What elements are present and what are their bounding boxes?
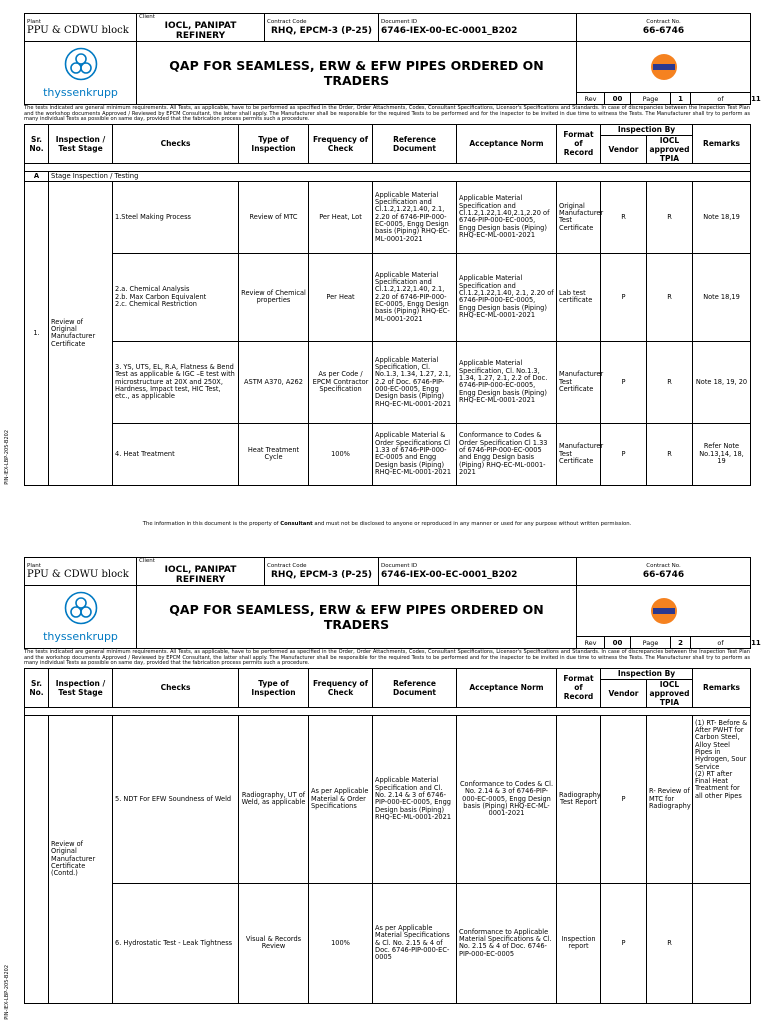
plant-cell: Plant PPU & CDWU block <box>25 14 137 42</box>
header-table: Plant PPU & CDWU block Client IOCL, PANIPAT REFINERY Contract Code RHQ, EPCM-3 (P-25) Document ID 6746-IEX-00-EC-0001_B202 Contract No. 66-6746 thyssenkrupp QAP FOR SEAMLESS, ERW & EFW PIPES ORDERED ON TRADERS Rev 00 Page 2 of 11 <box>24 557 751 649</box>
qap-page-2 <box>24 557 761 1004</box>
section-title: Stage Inspection / Testing <box>49 171 751 181</box>
disclaimer-text: The tests indicated are general minimum requirements. All Tests, as applicable, have to be performed as specified in the Order, Order Attachments, Codes, Consultant Specifications, Licensor's Specifications and Standards. In case of discrepancies between the Inspection Test Plan and the workshop documents Approved / Reviewed by EPCM Consultant, the latter shall apply. The Manufacturer shall be responsible for the required Tests to be performed and for the inspector to be invited in due time to witness the Tests. The Manufacturer shall try to perform as many individual Tests as possible on same day, provided that the fabrication process permits such a procedure. <box>24 649 750 667</box>
indianoil-logo-icon <box>651 54 677 80</box>
thyssenkrupp-emblem-icon <box>64 591 98 625</box>
document-id-cell: Document ID 6746-IEX-00-EC-0001_B202 <box>379 14 577 42</box>
document-title: QAP FOR SEAMLESS, ERW & EFW PIPES ORDERED ON TRADERS <box>137 42 577 105</box>
client-logo <box>577 42 751 93</box>
document-id-cell: Document ID 6746-IEX-00-EC-0001_B202 <box>379 558 577 586</box>
client-cell: Client IOCL, PANIPAT REFINERY <box>137 14 265 42</box>
indianoil-logo-icon <box>651 598 677 624</box>
confidentiality-footer: The information in this document is the property of Consultant and must not be disclosed to anyone or reproduced in any manner or used for any purpose without written permission. <box>142 521 632 527</box>
table-row: 1. Review of Original Manufacturer Certificate 1.Steel Making Process Review of MTC Per Heat, Lot Applicable Material Specification and Cl.1.2,1.22,1.40, 2.1, 2.20 of 6746-PIP-000-EC-0005, Engg Design basis (Piping) RHQ-EC-ML-0001-2021 Applicable Material Specification and Cl.1.2,1.22,1.40,2.1,2.20 of 6746-PIP-000-EC-0005, Engg Design basis (Piping) RHQ-EC-ML-0001-2021 Original Manufacturer Test Certificate R R Note 18,19 <box>25 181 751 253</box>
plant-cell: Plant PPU & CDWU block <box>25 558 137 586</box>
thyssenkrupp-logo: thyssenkrupp <box>25 42 137 105</box>
table-row: 4. Heat Treatment Heat Treatment Cycle 100% Applicable Material & Order Specifications Cl 1.33 of 6746-PIP-000-EC-0005 and Engg Design basis (Piping) RHQ-EC-ML-0001-2021 Conformance to Codes & Order Specification Cl 1.33 of 6746-PIP-000-EC-0005 and Engg Design basis (Piping) RHQ-EC-ML-0001-2021 Manufacturer Test Certificate P R Refer Note No.13,14, 18, 19 <box>25 423 751 485</box>
table-row: 2.a. Chemical Analysis 2.b. Max Carbon Equivalent 2.c. Chemical Restriction Review of Chemical properties Per Heat Applicable Material Specification and Cl.1.2,1.22,1.40, 2.1, 2.20 of 6746-PIP-000-EC-0005, Engg Design basis (Piping) RHQ-EC-ML-0001-2021 Applicable Material Specification and Cl.1.2,1.22,1.40, 2.1, 2.20 of 6746-PIP-000-EC-0005, Engg Design basis (Piping) RHQ-EC-ML-0001-2021 Lab test certificate P R Note 18,19 <box>25 253 751 341</box>
table-row: Review of Original Manufacturer Certificate (Contd.) 5. NDT For EFW Soundness of Weld Radiography, UT of Weld, as applicable As per Applicable Material & Order Specifications Applicable Material Specification and Cl. No. 2.14 & 3 of 6746-PIP-000-EC-0005, Engg Design basis (Piping) RHQ-EC-ML-0001-2021 Conformance to Codes & Cl. No. 2.14 & 3 of 6746-PIP-000-EC-0005, Engg Design basis (Piping) RHQ-EC-ML-0001-2021 Radiography Test Report P R- Review of MTC for Radiography (1) RT- Before & After PWHT for Carbon Steel, Alloy Steel Pipes in Hydrogen, Sour Service (2) RT after Final Heat Treatment for all other Pipes <box>25 715 751 883</box>
section-letter: A <box>25 171 49 181</box>
qap-page-1 <box>24 13 761 486</box>
side-document-code: PIN-IEX-LBP-205-B202 <box>4 430 10 485</box>
thyssenkrupp-logo: thyssenkrupp <box>25 586 137 649</box>
table-row: 3. YS, UTS, EL, R.A, Flatness & Bend Test as applicable & IGC –E test with microstructure at 20X and 250X, Hardness, Impact test, HIC Test, etc., as applicable ASTM A370, A262 As per Code / EPCM Contractor Specification Applicable Material Specification, Cl. No.1.3, 1.34, 1.27, 2.1, 2.2 of Doc. 6746-PIP-000-EC-0005, Engg Design basis (Piping) RHQ-EC-ML-0001-2021 Applicable Material Specification, Cl. No.1.3, 1.34, 1.27, 2.1, 2.2 of Doc. 6746-PIP-000-EC-0005, Engg Design basis (Piping) RHQ-EC-ML-0001-2021 Manufacturer Test Certificate P R Note 18, 19, 20 <box>25 341 751 423</box>
document-title: QAP FOR SEAMLESS, ERW & EFW PIPES ORDERED ON TRADERS <box>137 586 577 649</box>
client-cell: Client IOCL, PANIPAT REFINERY <box>137 558 265 586</box>
contract-no-cell: Contract No. 66-6746 <box>577 14 751 42</box>
header-table: Plant PPU & CDWU block Client IOCL, PANIPAT REFINERY Contract Code RHQ, EPCM-3 (P-25) Document ID 6746-IEX-00-EC-0001_B202 Contract No. 66-6746 thyssenkrupp QAP FOR SEAMLESS, ERW & EFW PIPES ORDERED ON TRADERS Rev 00 Page 1 of 11 <box>24 13 751 105</box>
side-document-code: PIN-IEX-LBP-205-B202 <box>4 965 10 1020</box>
qap-table-page-1: Sr. No. Inspection / Test Stage Checks Type of Inspection Frequency of Check Reference Document Acceptance Norm Format of Record Inspection By Remarks Vendor IOCL approved TPIA A Stage Inspection / Testing 1. Review of Original Manufacturer Certificate 1.Steel Making Process Review of MTC Per Heat, Lot Applicable Material Specification and Cl.1.2,1.22,1.40, 2.1, 2.20 of 6746-PIP-000-EC-0005, Engg Design basis (Piping) RHQ-EC-ML-0001-2021 Applicable Material Specification and Cl.1.2,1.22,1.40,2.1,2.20 of 6746-PIP-000-EC-0005, Engg Design basis (Piping) RHQ-EC-ML-0001-2021 Original Manufacturer Test Certificate R R Note 18,19 2.a. Chemical Analysis 2.b. Max Carbon Equivalent 2.c. Chemical Restriction Review of Chemical properties Per Heat Applicable Material Specification and Cl.1.2,1.22,1.40, 2.1, 2.20 of 6746-PIP-000-EC-0005, Engg Design basis (Piping) RHQ-EC-ML-0001-2021 Applicable Material Specification and Cl.1.2,1.22,1.40, 2.1, 2.20 of 6746-PIP-000-EC-0005, Engg Design basis (Piping) RHQ-EC-ML-0001-2021 Lab test certificate P R Note 18,19 3. YS, UTS, EL, R.A, Flatness & Bend Test as applicable & IGC –E test with microstructure at 20X and 250X, Hardness, Impact test, HIC Test, etc., as applicable ASTM A370, A262 As per Code / EPCM Contractor Specification Applicable Material Specification, Cl. No.1.3, 1.34, 1.27, 2.1, 2.2 of Doc. 6746-PIP-000-EC-0005, Engg Design basis (Piping) RHQ-EC-ML-0001-2021 Applicable Material Specification, Cl. No.1.3, 1.34, 1.27, 2.1, 2.2 of Doc. 6746-PIP-000-EC-0005, Engg Design basis (Piping) RHQ-EC-ML-0001-2021 Manufacturer Test Certificate P R Note 18, 19, 20 4. Heat Treatment Heat Treatment Cycle 100% Applicable Material & Order Specifications Cl 1.33 of 6746-PIP-000-EC-0005 and Engg Design basis (Piping) RHQ-EC-ML-0001-2021 Conformance to Codes & Order Specification Cl 1.33 of 6746-PIP-000-EC-0005 and Engg Design basis (Piping) RHQ-EC-ML-0001-2021 Manufacturer Test Certificate P R Refer Note No.13,14, 18, 19 <box>24 124 751 486</box>
client-logo <box>577 586 751 637</box>
thyssenkrupp-emblem-icon <box>64 47 98 81</box>
qap-table-page-2: Sr. No. Inspection / Test Stage Checks Type of Inspection Frequency of Check Reference Document Acceptance Norm Format of Record Inspection By Remarks Vendor IOCL approved TPIA Review of Original Manufacturer Certificate (Contd.) 5. NDT For EFW Soundness of Weld Radiography, UT of Weld, as applicable As per Applicable Material & Order Specifications Applicable Material Specification and Cl. No. 2.14 & 3 of 6746-PIP-000-EC-0005, Engg Design basis (Piping) RHQ-EC-ML-0001-2021 Conformance to Codes & Cl. No. 2.14 & 3 of 6746-PIP-000-EC-0005, Engg Design basis (Piping) RHQ-EC-ML-0001-2021 Radiography Test Report P R- Review of MTC for Radiography (1) RT- Before & After PWHT for Carbon Steel, Alloy Steel Pipes in Hydrogen, Sour Service (2) RT after Final Heat Treatment for all other Pipes 6. Hydrostatic Test - Leak Tightness Visual & Records Review 100% As per Applicable Material Specifications & Cl. No. 2.15 & 4 of Doc. 6746-PIP-000-EC-0005 Conformance to Applicable Material Specifications & Cl. No. 2.15 & 4 of Doc. 6746-PIP-000-EC-0005 Inspection report P R <box>24 668 751 1004</box>
contract-code-cell: Contract Code RHQ, EPCM-3 (P-25) <box>265 14 379 42</box>
contract-code-cell: Contract Code RHQ, EPCM-3 (P-25) <box>265 558 379 586</box>
table-row: 6. Hydrostatic Test - Leak Tightness Visual & Records Review 100% As per Applicable Material Specifications & Cl. No. 2.15 & 4 of Doc. 6746-PIP-000-EC-0005 Conformance to Applicable Material Specifications & Cl. No. 2.15 & 4 of Doc. 6746-PIP-000-EC-0005 Inspection report P R <box>25 883 751 1003</box>
disclaimer-text: The tests indicated are general minimum requirements. All Tests, as applicable, have to be performed as specified in the Order, Order Attachments, Codes, Consultant Specifications, Licensor's Specifications and Standards. In case of discrepancies between the Inspection Test Plan and the workshop documents Approved / Reviewed by EPCM Consultant, the latter shall apply. The Manufacturer shall be responsible for the required Tests to be performed and for the inspector to be invited in due time to witness the Tests. The Manufacturer shall try to perform as many individual Tests as possible on same day, provided that the fabrication process permits such a procedure. <box>24 105 750 123</box>
contract-no-cell: Contract No. 66-6746 <box>577 558 751 586</box>
